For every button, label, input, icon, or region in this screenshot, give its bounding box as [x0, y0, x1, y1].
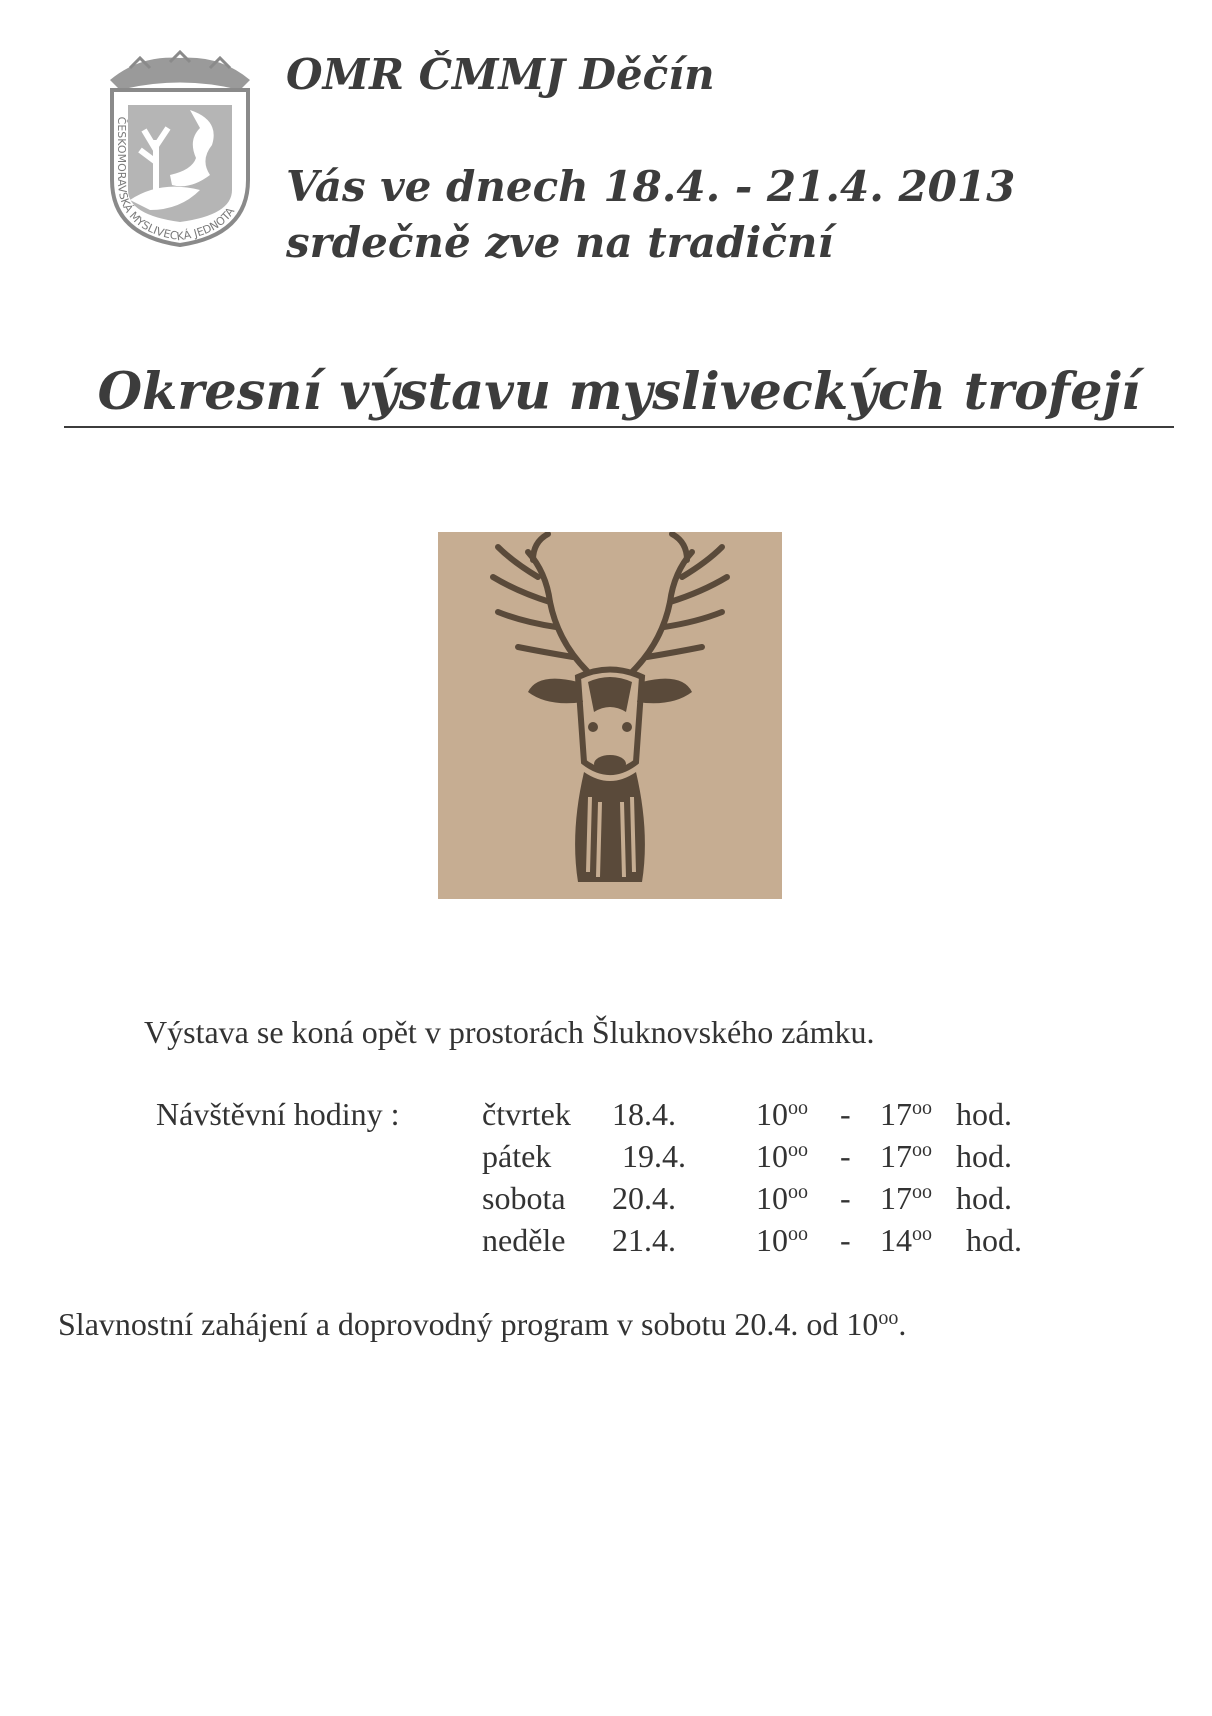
hours-row [0, 1222, 1212, 1264]
hours-row [0, 1180, 1212, 1222]
hours-dash: - [840, 1222, 851, 1258]
hours-dash: - [840, 1138, 851, 1174]
title-underline [64, 426, 1174, 428]
hours-to: $14^{oo}$ [880, 1222, 932, 1258]
hours-to: $17^{oo}$ [880, 1138, 932, 1174]
opening-ceremony-text: Slavnostní zahájení a doprovodný program v sobotu 20.4. od $10^{oo}$. [58, 1306, 907, 1342]
hours-from: $10^{oo}$ [756, 1222, 808, 1258]
hours-dash: - [840, 1180, 851, 1216]
hours-row [0, 1138, 1212, 1180]
hours-day: čtvrtek [482, 1096, 571, 1132]
hours-from: $10^{oo}$ [756, 1180, 808, 1216]
hours-day: pátek [482, 1138, 552, 1174]
emblem-ring-text: ČESKOMORAVSKÁ MYSLIVECKÁ JEDNOTA [114, 116, 238, 244]
hours-from: $10^{oo}$ [756, 1138, 808, 1174]
invitation-dates: Vás ve dnech 18.4. - 21.4. 2013 [286, 162, 1016, 211]
hours-date: 21.4. [612, 1222, 676, 1258]
deer-head-picture [438, 532, 782, 899]
event-title: Okresní výstavu mysliveckých trofejí [97, 362, 1141, 422]
hours-date: 19.4. [622, 1138, 686, 1174]
organization-name: OMR ČMMJ Děčín [286, 50, 715, 99]
hours-unit: hod. [956, 1138, 1012, 1174]
hours-to: $17^{oo}$ [880, 1180, 932, 1216]
hours-day: sobota [482, 1180, 566, 1216]
hours-row [0, 1096, 1212, 1138]
hours-dash: - [840, 1096, 851, 1132]
invitation-text: srdečně zve na tradiční [286, 218, 834, 267]
visiting-hours-label: Návštěvní hodiny : [156, 1096, 400, 1132]
hours-day: neděle [482, 1222, 566, 1258]
hours-unit: hod. [956, 1096, 1012, 1132]
hours-date: 20.4. [612, 1180, 676, 1216]
hours-unit: hod. [956, 1180, 1012, 1216]
hours-from: $10^{oo}$ [756, 1096, 808, 1132]
venue-text: Výstava se koná opět v prostorách Šluknovského zámku. [144, 1014, 875, 1050]
hours-date: 18.4. [612, 1096, 676, 1132]
hours-to: $17^{oo}$ [880, 1096, 932, 1132]
hours-unit: hod. [966, 1222, 1022, 1258]
emblem-logo [100, 50, 260, 250]
